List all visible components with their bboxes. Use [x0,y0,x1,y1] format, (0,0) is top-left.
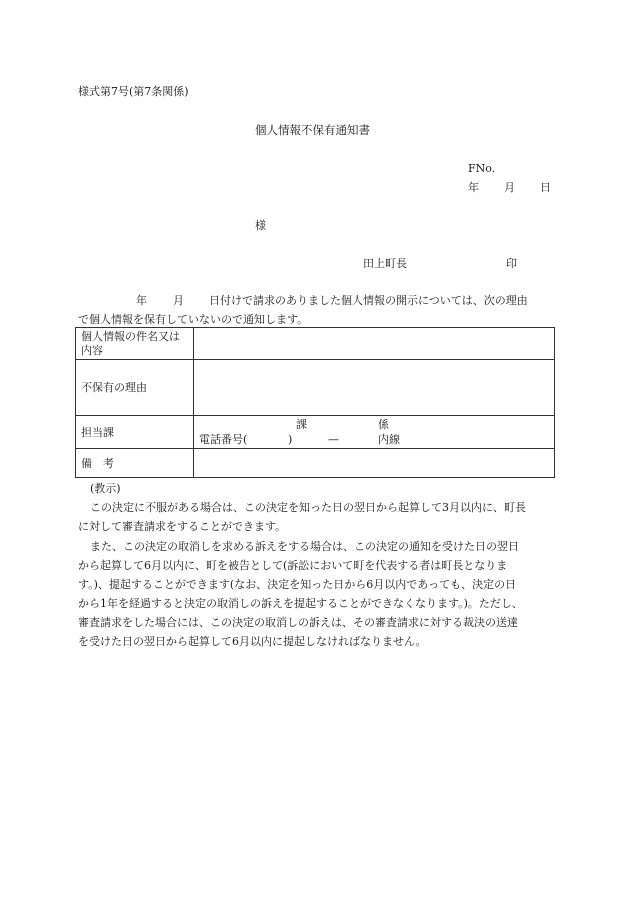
remarks-value [194,449,555,478]
extension-label: 内線 [378,433,400,446]
notice-line: を受けた日の翌日から起算して6月以内に提起しなければなりません。 [78,635,427,648]
notice-line: から起算して6月以内に、町を被告として(訴訟において町を代表する者は町長となりま [78,559,508,572]
addressee-suffix: 様 [255,219,266,232]
section-label: 課 [296,418,307,431]
seal-mark: 印 [506,257,517,270]
reason-label: 不保有の理由 [76,360,194,416]
remarks-label: 備 考 [76,449,194,478]
reason-value [194,360,555,416]
phone-close: ) [288,433,293,446]
intro-year: 年 [136,294,147,307]
notice-line: す。)、提起することができます(なお、決定を知った日から6月以内であっても、決定の日 [78,578,517,591]
department-value [194,416,555,449]
notice-heading: (教示) [90,482,121,495]
subject-label: 個人情報の件名又は 内容 [76,328,194,360]
notice-line: から1年を経過すると決定の取消しの訴えを提起することができなくなります。)。ただし、 [78,597,523,610]
notice-line: 審査請求をした場合には、この決定の取消しの訴えは、その審査請求に対する裁決の送達 [78,616,518,629]
date-year-label: 年 [468,181,479,194]
table-row [76,360,555,416]
subject-value [194,328,555,360]
department-label: 担当課 [76,416,194,449]
notice-line: に対して審査請求をすることができます。 [78,520,287,533]
subsection-label: 係 [378,418,389,431]
table-row [76,328,555,360]
phone-dash: — [328,433,339,446]
file-number-label: FNo. [468,162,496,175]
intro-line-2: で個人情報を保有していないので通知します。 [78,313,309,326]
notice-line: また、この決定の取消しを求める訴えをする場合は、この決定の通知を受けた日の翌日 [90,540,519,553]
document-title: 個人情報不保有通知書 [255,123,370,137]
table-row [76,416,555,449]
intro-month: 月 [173,294,184,307]
table-row [76,449,555,478]
info-table [75,327,555,478]
date-month-label: 月 [504,181,515,194]
intro-text: 日付けで請求のありました個人情報の開示については、次の理由 [209,294,528,307]
date-day-label: 日 [540,181,551,194]
notice-line: この決定に不服がある場合は、この決定を知った日の翌日から起算して3月以内に、町長 [90,501,526,514]
form-number: 様式第7号(第7条関係) [78,85,189,98]
issuer-name: 田上町長 [363,257,407,270]
phone-label: 電話番号( [199,433,248,446]
